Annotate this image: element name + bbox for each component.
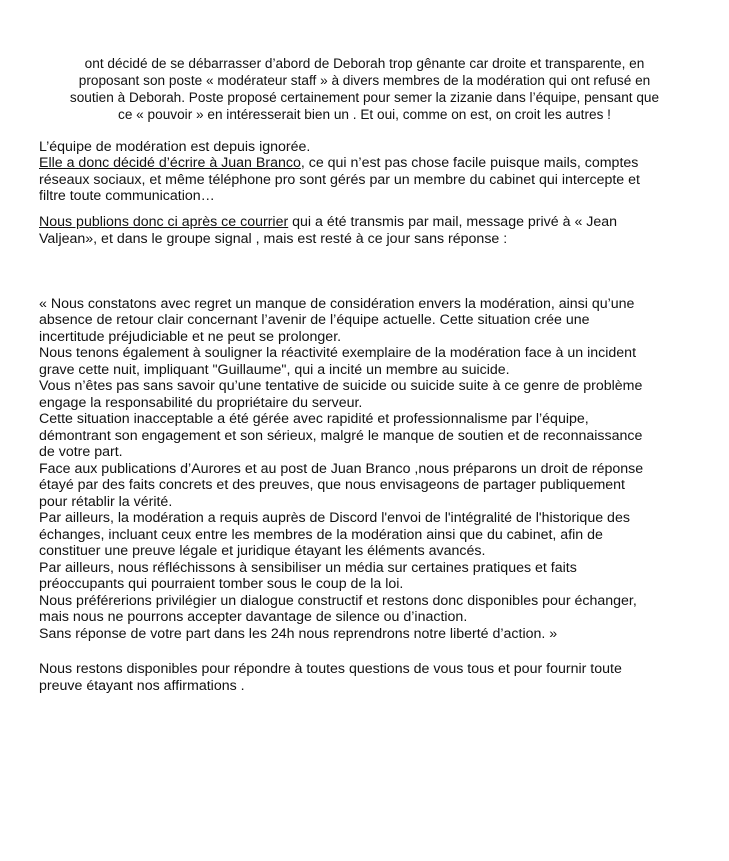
ignored-line-2 [39, 155, 638, 172]
letter-line: Vous n’êtes pas sans savoir qu’une tentative de suicide ou suicide suite à ce genre de problème [39, 378, 643, 394]
letter-line: incertitude préjudiciable et ne peut se prolonger. [39, 329, 342, 345]
letter-line: échanges, incluant ceux entre les membres de la modération ainsi que du cabinet, afin de [39, 527, 603, 543]
intro-line-3: soutien à Deborah. Poste proposé certainement pour semer la zizanie dans l’équipe, pensant que [69, 90, 660, 106]
ignored-line-1: L’équipe de modération est depuis ignorée. [39, 139, 311, 155]
publish-line-1 [39, 214, 617, 231]
letter-line: constituer une preuve légale et juridique étayant les éléments avancés. [39, 543, 486, 559]
closing-line-2: preuve étayant nos affirmations . [39, 678, 245, 694]
letter-line: de votre part. [39, 444, 123, 460]
letter-line: Nous préférerions privilégier un dialogue constructif et restons donc disponibles pour échanger, [39, 593, 637, 609]
letter-line: grave cette nuit, impliquant "Guillaume", qui a incité un membre au suicide. [39, 362, 510, 378]
intro-line-2: proposant son poste « modérateur staff » à divers membres de la modération qui ont refusé en [78, 73, 651, 89]
ignored-line-3: réseaux sociaux, et même téléphone pro sont gérés par un membre du cabinet qui intercepte et [39, 172, 640, 188]
letter-line: Par ailleurs, la modération a requis auprès de Discord l'envoi de l'intégralité de l'historique des [39, 510, 630, 526]
letter-line: Nous tenons également à souligner la réactivité exemplaire de la modération face à un incident [39, 345, 637, 361]
letter-line: démontrant son engagement et son sérieux, malgré le manque de soutien et de reconnaissance [39, 428, 643, 444]
letter-line: « Nous constatons avec regret un manque de considération envers la modération, ainsi qu’une [39, 296, 635, 312]
ignored-line-2-rest: , ce qui n’est pas chose facile puisque mails, comptes [300, 155, 639, 171]
letter-line: préoccupants qui pourraient tomber sous le coup de la loi. [39, 576, 404, 592]
letter-line: Par ailleurs, nous réfléchissons à sensibiliser un média sur certaines pratiques et faits [39, 560, 577, 576]
juan-branco-link-text: Elle a donc décidé d’écrire à Juan Branco [39, 155, 301, 171]
letter-line: pour rétablir la vérité. [39, 494, 173, 510]
intro-line-4: ce « pouvoir » en intéresserait bien un . Et oui, comme on est, on croit les autres ! [118, 107, 611, 123]
letter-line: Face aux publications d’Aurores et au post de Juan Branco ,nous préparons un droit de réponse [39, 461, 644, 477]
letter-line: étayé par des faits concrets et des preuves, que nous envisageons de partager publiquement [39, 477, 626, 493]
ignored-line-4: filtre toute communication… [39, 188, 215, 204]
letter-line: mais nous ne pourrons accepter davantage de silence ou d’inaction. [39, 609, 468, 625]
publish-underlined-text: Nous publions donc ci après ce courrier [39, 214, 289, 230]
letter-line: absence de retour clair concernant l’avenir de l’équipe actuelle. Cette situation crée une [39, 312, 590, 328]
letter-line: Cette situation inacceptable a été gérée avec rapidité et professionnalisme par l’équipe, [39, 411, 589, 427]
intro-line-1: ont décidé de se débarrasser d’abord de Deborah trop gênante car droite et transparente, en [84, 56, 645, 72]
letter-line: engage la responsabilité du propriétaire du serveur. [39, 395, 363, 411]
letter-line: Sans réponse de votre part dans les 24h nous reprendrons notre liberté d’action. » [39, 626, 558, 642]
closing-line-1: Nous restons disponibles pour répondre à toutes questions de vous tous et pour fournir toute [39, 661, 622, 677]
publish-line-2: Valjean», et dans le groupe signal , mais est resté à ce jour sans réponse : [39, 231, 508, 247]
publish-line-1-rest: qui a été transmis par mail, message privé à « Jean [288, 214, 618, 230]
